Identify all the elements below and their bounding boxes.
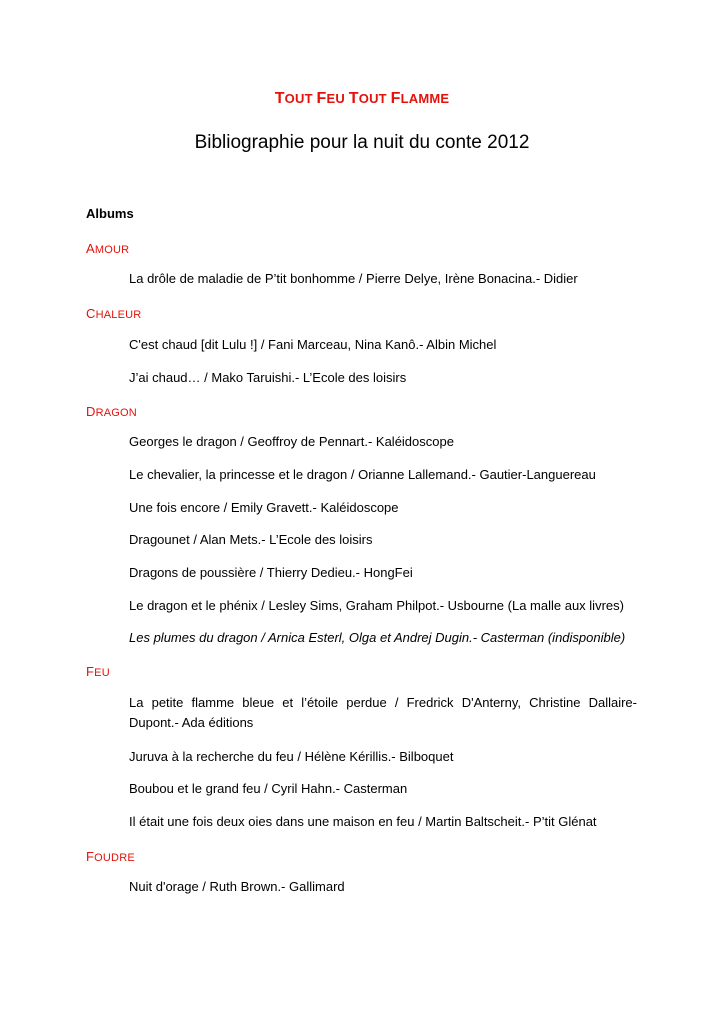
bibliography-entry: Boubou et le grand feu / Cyril Hahn.- Casterman <box>129 781 408 796</box>
bibliography-entry: Dragons de poussière / Thierry Dedieu.- HongFei <box>129 565 413 580</box>
category-heading-foudre: FOUDRE <box>86 849 135 864</box>
bibliography-entry-unavailable: Les plumes du dragon / Arnica Esterl, Olga et Andrej Dugin.- Casterman (indisponible) <box>129 630 626 645</box>
bibliography-entry: Juruva à la recherche du feu / Hélène Kérillis.- Bilboquet <box>129 749 454 764</box>
bibliography-entry: J’ai chaud… / Mako Taruishi.- L’Ecole des loisirs <box>129 370 407 385</box>
category-heading-feu: FEU <box>86 664 110 679</box>
section-heading-albums: Albums <box>86 206 134 221</box>
bibliography-entry: Dragounet / Alan Mets.- L’Ecole des loisirs <box>129 532 373 547</box>
category-heading-chaleur: CHALEUR <box>86 306 142 321</box>
bibliography-entry: La petite flamme bleue et l’étoile perdue / Fredrick D'Anterny, Christine Dallaire-Dupont.- Ada éditions <box>129 695 637 730</box>
category-heading-amour: AMOUR <box>86 241 130 256</box>
bibliography-entry: Georges le dragon / Geoffroy de Pennart.- Kaléidoscope <box>129 434 454 449</box>
category-heading-dragon: DRAGON <box>86 404 137 419</box>
bibliography-entry: Une fois encore / Emily Gravett.- Kaléidoscope <box>129 500 399 515</box>
bibliography-entry: La drôle de maladie de P’tit bonhomme / Pierre Delye, Irène Bonacina.- Didier <box>129 271 578 286</box>
bibliography-entry: Il était une fois deux oies dans une maison en feu / Martin Baltscheit.- P’tit Glénat <box>129 814 597 829</box>
document-subtitle: Bibliographie pour la nuit du conte 2012 <box>194 132 530 153</box>
bibliography-entry: Le chevalier, la princesse et le dragon / Orianne Lallemand.- Gautier-Languereau <box>129 467 596 482</box>
bibliography-entry: Le dragon et le phénix / Lesley Sims, Graham Philpot.- Usbourne (La malle aux livres) <box>129 598 624 613</box>
bibliography-entry: Nuit d'orage / Ruth Brown.- Gallimard <box>129 879 345 894</box>
bibliography-entry: C'est chaud [dit Lulu !] / Fani Marceau, Nina Kanô.- Albin Michel <box>129 337 497 352</box>
document-title: TOUT FEU TOUT FLAMME <box>274 90 450 107</box>
